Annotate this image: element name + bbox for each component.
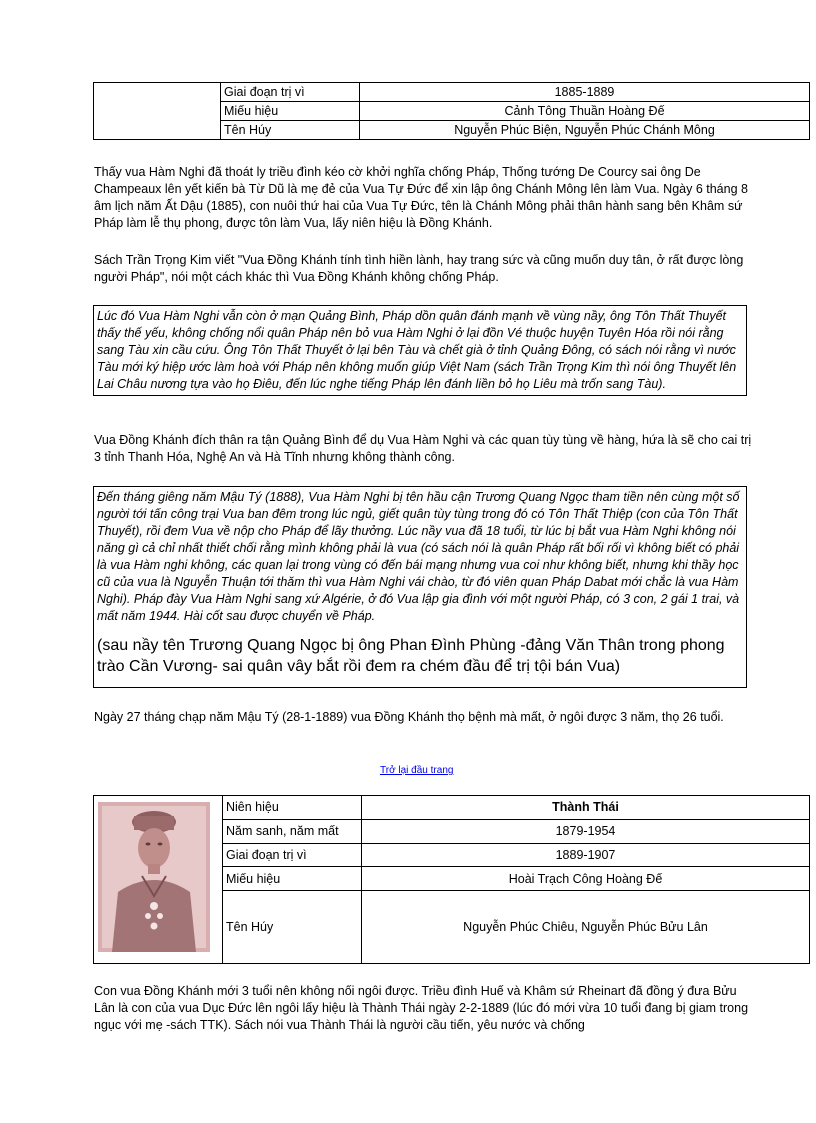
row-label: Giai đoạn trị vì — [223, 843, 362, 867]
portrait-cell — [94, 83, 221, 140]
quote-box-capture — [93, 486, 747, 688]
back-to-top-link[interactable]: Trở lại đầu trang — [380, 765, 454, 776]
back-to-top — [380, 762, 453, 776]
paragraph-tran-trong-kim: Sách Trần Trọng Kim viết "Vua Đồng Khánh tính tình hiền lành, hay trang sức và cũng muốn duy tân, ở rất được lòng người Pháp", nói một cách khác thì Vua Đồng Khánh không chống Pháp. — [94, 253, 744, 284]
portrait-cell — [94, 796, 223, 964]
capture-note: (sau nầy tên Trương Quang Ngọc bị ông Phan Đình Phùng -đảng Văn Thân trong phong trào Cần Vương- sai quân vây bắt rồi đem ra chém đầu để trị tội bán Vua) — [97, 637, 725, 675]
row-label: Tên Húy — [221, 121, 360, 140]
capture-text: Đến tháng giêng năm Mậu Tý (1888), Vua Hàm Nghi bị tên hầu cận Trương Quang Ngọc tham tiền nên cùng một số người tới tấn công trại Vua ban đêm trong lúc ngủ, giết quân tùy tùng trong đó có Tôn Thất Thiệp (con của Tôn Thất Thuyết), rồi đem Vua về nộp cho Pháp để lãy thưởng. Lúc nầy vua đã 18 tuổi, từ lúc bị bắt vua Hàm Nghi không nói năng gì cả chỉ nhất thiết chối rằng mình không phải là vua (có sách nói là quân Pháp rất bối rối vì không biết có phải là vua Hàm nghi không, các quan lại trong vùng có đến bái mạng nhưng vua coi như không biết, nhưng khi thầy học cũ của vua là Nguyễn Thuận tới thăm thì vua Hàm Nghi vái chào, từ đó viên quan Pháp Dabat mới chắc là vua Hàm Nghi). Pháp đày Vua Hàm Nghi sang xứ Algérie, ở đó Vua lập gia đình với một người Pháp, có 3 con, 2 gái 1 trai, và mất năm 1944. Hài cốt sau được chuyển về Pháp. — [97, 490, 740, 623]
row-value: 1889-1907 — [362, 843, 810, 867]
row-label: Tên Húy — [223, 891, 362, 964]
row-value: Nguyễn Phúc Biện, Nguyễn Phúc Chánh Mông — [360, 121, 810, 140]
paragraph-quang-binh: Vua Đồng Khánh đích thân ra tận Quảng Bình để dụ Vua Hàm Nghi và các quan tùy tùng về hàng, hứa là sẽ cho cai trị 3 tỉnh Thanh Hóa, Nghệ An và Hà Tĩnh nhưng không thành công. — [94, 433, 752, 464]
row-label: Niên hiệu — [223, 796, 362, 820]
row-label: Giai đoạn trị vì — [221, 83, 360, 102]
row-value: Hoài Trạch Công Hoàng Đế — [362, 867, 810, 891]
reign-info-table-thanh-thai — [93, 795, 810, 964]
row-label: Miếu hiệu — [223, 867, 362, 891]
row-value: Cảnh Tông Thuần Hoàng Đế — [360, 102, 810, 121]
row-value: 1885-1889 — [360, 83, 810, 102]
row-label: Miếu hiệu — [221, 102, 360, 121]
paragraph-intro: Thấy vua Hàm Nghi đã thoát ly triều đình kéo cờ khởi nghĩa chống Pháp, Thống tướng De Courcy sai ông De Champeaux lên yết kiến bà Từ Dũ là mẹ đẻ của Vua Tự Đức để xin lập ông Chánh Mông lên làm Vua. Ngày 6 tháng 8 âm lịch năm Ất Dậu (1885), con nuôi thứ hai của Vua Tự Đức, tên là Chánh Mông phải thân hành sang bên Khâm sứ Pháp làm lễ thụ phong, được tôn làm Vua, lấy niên hiệu là Đồng Khánh. — [94, 165, 748, 230]
row-value: Thành Thái — [362, 796, 810, 820]
table-row — [94, 796, 810, 820]
row-value: 1879-1954 — [362, 819, 810, 843]
table-row — [94, 83, 810, 102]
paragraph-thanh-thai: Con vua Đồng Khánh mới 3 tuổi nên không nối ngôi được. Triều đình Huế và Khâm sứ Rheinart đã đồng ý đưa Bửu Lân là con của vua Dục Đức lên ngôi lấy hiệu là Thành Thái ngày 2-2-1889 (lúc đó mới vừa 10 tuổi đang bị giam trong ngục với mẹ -sách TTK). Sách nói vua Thành Thái là người cầu tiến, yêu nước và chống — [94, 984, 749, 1032]
reign-info-table-dong-khanh — [93, 82, 810, 140]
paragraph-death: Ngày 27 tháng chạp năm Mậu Tý (28-1-1889) vua Đồng Khánh thọ bệnh mà mất, ở ngôi được 3 năm, thọ 26 tuổi. — [94, 710, 724, 724]
quote-box-ham-nghi: Lúc đó Vua Hàm Nghi vẫn còn ở mạn Quảng Bình, Pháp dồn quân đánh mạnh về vùng nầy, ông Tôn Thất Thuyết thấy thế yếu, không chống nổi quân Pháp nên bỏ vua Hàm Nghi ở lại đồn Vé thuộc huyện Tuyên Hóa rồi nói rằng sang Tàu xin cầu cứu. Ông Tôn Thất Thuyết ở lại bên Tàu và chết già ở tỉnh Quảng Đông, có sách nói rằng vì nước Tàu mới ký hiệp ước làm hoà với Pháp nên không muốn giúp Việt Nam (sách Trần Trọng Kim thì nói ông Thuyết lên Lai Châu nương tựa vào họ Điêu, đến lúc nghe tiếng Pháp lên đánh liền bỏ họ Liêu mà trốn sang Tàu). — [93, 305, 747, 396]
row-value: Nguyễn Phúc Chiêu, Nguyễn Phúc Bửu Lân — [362, 891, 810, 964]
thanh-thai-portrait — [98, 802, 210, 952]
row-label: Năm sanh, năm mất — [223, 819, 362, 843]
